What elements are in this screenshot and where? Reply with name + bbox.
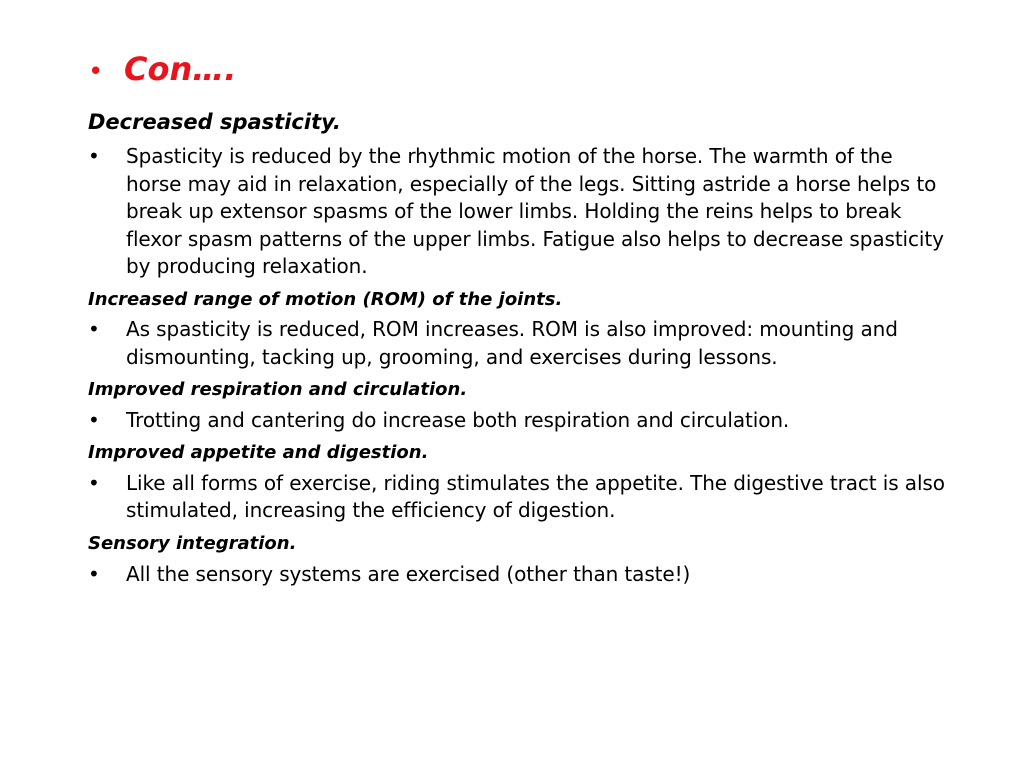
bullet-icon: • <box>88 317 100 342</box>
section-heading: Sensory integration. <box>88 532 297 554</box>
section-heading: Increased range of motion (ROM) of the joints. <box>88 288 563 310</box>
bullet-icon: • <box>88 407 100 432</box>
bullet-text: All the sensory systems are exercised (other than taste!) <box>126 561 691 586</box>
bullet-text: Spasticity is reduced by the rhythmic motion of the horse. The warmth of the horse may aid in relaxation, especially of the legs. Sitting astride a horse helps to break up extensor spasms of the lower limbs. Holding the reins helps to break flexor spasm patterns of the upper limbs. Fatigue also helps to decrease spasticity by producing relaxation. <box>126 144 944 279</box>
bullet-text: As spasticity is reduced, ROM increases. ROM is also improved: mounting and dismounting, tacking up, grooming, and exercises during lessons. <box>126 317 898 369</box>
section-heading: Improved respiration and circulation. <box>88 379 468 401</box>
section-respiration-circulation <box>88 379 948 434</box>
bullet-icon: • <box>88 470 100 495</box>
section-heading: Improved appetite and digestion. <box>88 442 429 464</box>
section-appetite-digestion <box>88 442 948 525</box>
title-bullet-icon: • <box>88 57 104 87</box>
bullet-text: Trotting and cantering do increase both respiration and circulation. <box>126 407 790 432</box>
slide-body <box>88 110 948 596</box>
slide-title: Con…. <box>124 50 237 88</box>
section-decreased-spasticity <box>88 110 948 281</box>
bullet-item <box>88 143 948 281</box>
bullet-icon: • <box>88 561 100 586</box>
bullet-item <box>88 470 948 525</box>
section-range-of-motion <box>88 289 948 372</box>
bullet-item <box>88 316 948 371</box>
slide-title-row <box>88 50 236 88</box>
section-sensory-integration <box>88 533 948 588</box>
bullet-item <box>88 561 948 589</box>
bullet-icon: • <box>88 144 100 169</box>
bullet-item <box>88 407 948 435</box>
section-heading: Decreased spasticity. <box>88 110 341 134</box>
bullet-text: Like all forms of exercise, riding stimulates the appetite. The digestive tract is also stimulated, increasing the efficiency of digestion. <box>126 470 945 523</box>
